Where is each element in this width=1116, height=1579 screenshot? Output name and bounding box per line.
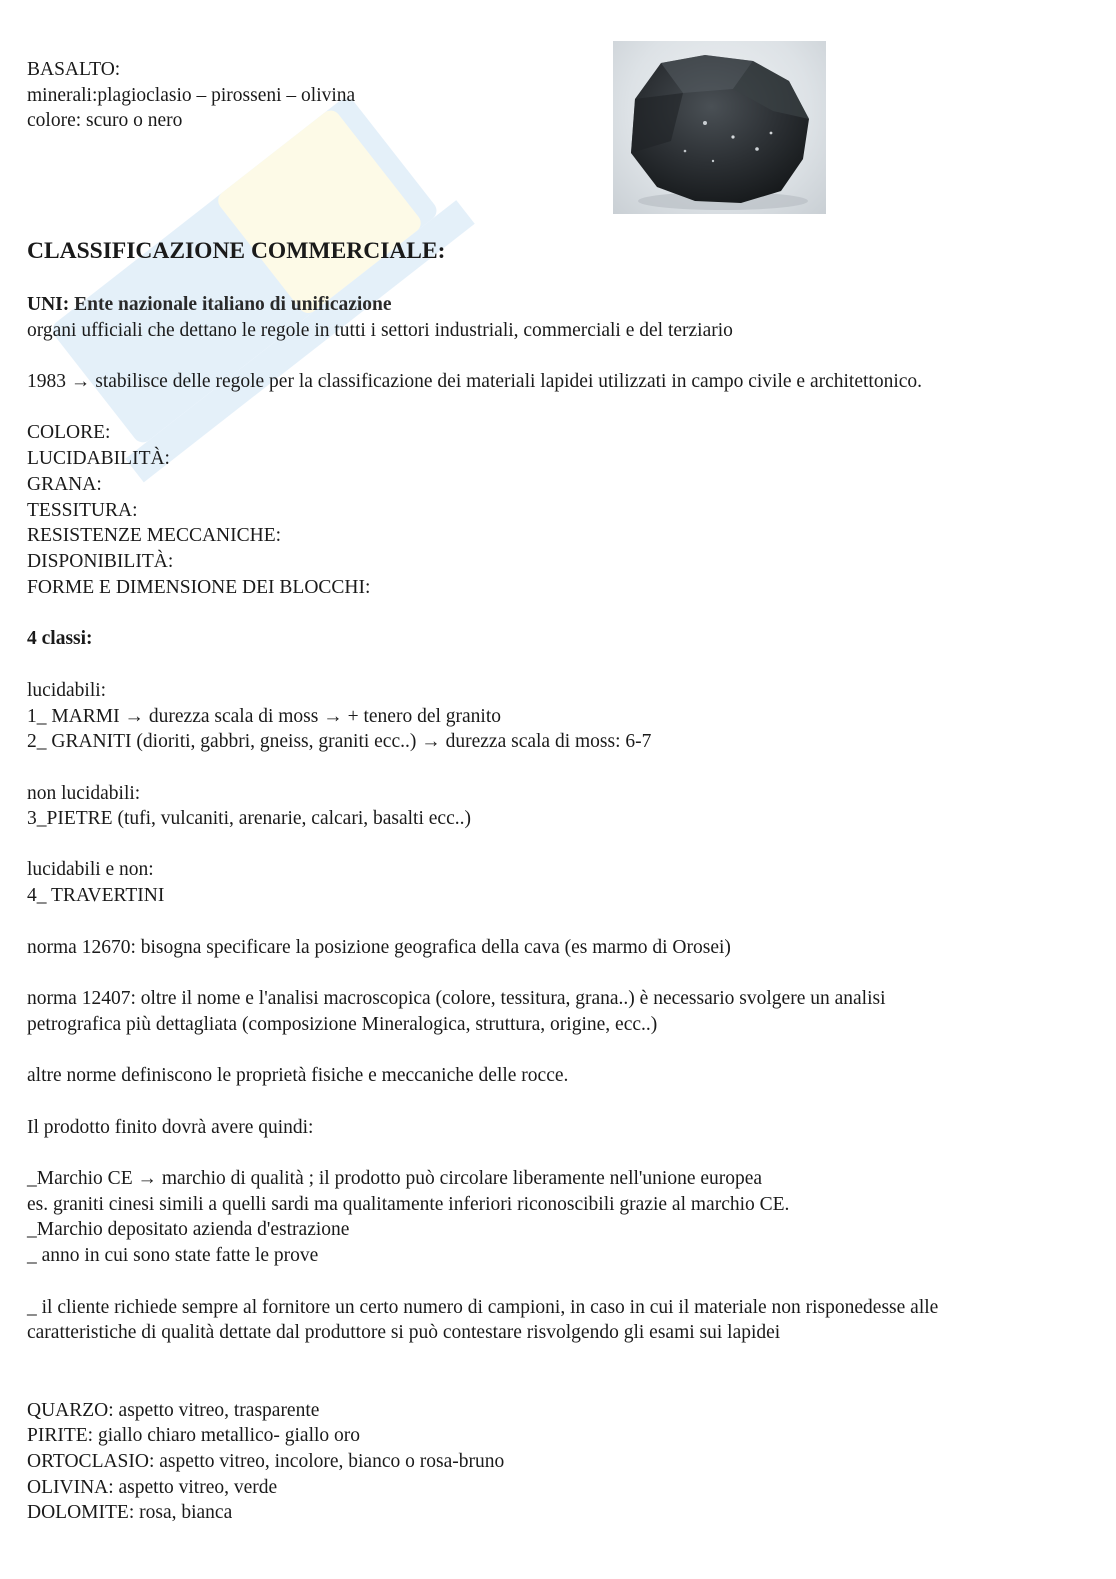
class-2: 2_ GRANITI (dioriti, gabbri, gneiss, graniti ecc..) → durezza scala di moss: 6-7 bbox=[27, 731, 652, 752]
norm-12407-line-2: petrografica più dettagliata (composizione Mineralogica, struttura, origine, ecc..) bbox=[27, 1014, 658, 1035]
product-year: _ anno in cui sono state fatte le prove bbox=[27, 1245, 319, 1266]
mineral-item: QUARZO: aspetto vitreo, trasparente bbox=[27, 1400, 320, 1421]
property-item: COLORE: bbox=[27, 422, 111, 443]
norm-12407-line-1: norma 12407: oltre il nome e l'analisi macroscopica (colore, tessitura, grana..) è necessario svolgere un analisi bbox=[27, 988, 886, 1009]
basalt-rock-image bbox=[613, 41, 826, 214]
uni-name: Ente nazionale italiano di unificazione bbox=[74, 294, 392, 315]
classes-title: 4 classi: bbox=[27, 628, 93, 649]
basalt-title: BASALTO: bbox=[27, 59, 121, 80]
polishable-label: lucidabili: bbox=[27, 680, 107, 701]
uni-description: organi ufficiali che dettano le regole in tutti i settori industriali, commerciali e del terziario bbox=[27, 320, 733, 341]
year-line: 1983 → stabilisce delle regole per la classificazione dei materiali lapidei utilizzati in campo civile e architettonico. bbox=[27, 371, 923, 392]
basalt-color: colore: scuro o nero bbox=[27, 110, 183, 131]
section-heading: CLASSIFICAZIONE COMMERCIALE: bbox=[27, 238, 446, 264]
property-item: LUCIDABILITÀ: bbox=[27, 448, 170, 469]
uni-line bbox=[27, 292, 392, 318]
property-item: FORME E DIMENSIONE DEI BLOCCHI: bbox=[27, 577, 371, 598]
mineral-item: DOLOMITE: rosa, bianca bbox=[27, 1502, 233, 1523]
class-1: 1_ MARMI → durezza scala di moss → + tenero del granito bbox=[27, 706, 502, 727]
property-item: GRANA: bbox=[27, 474, 102, 495]
non-polishable-label: non lucidabili: bbox=[27, 783, 141, 804]
class-3: 3_PIETRE (tufi, vulcaniti, arenarie, calcari, basalti ecc..) bbox=[27, 808, 471, 829]
mineral-item: PIRITE: giallo chiaro metallico- giallo oro bbox=[27, 1425, 361, 1446]
product-client-line-2: caratteristiche di qualità dettate dal produttore si può contestare risvolgendo gli esami sui lapidei bbox=[27, 1322, 781, 1343]
product-ce-example: es. graniti cinesi simili a quelli sardi ma qualitamente inferiori riconoscibili grazie al marchio CE. bbox=[27, 1194, 790, 1215]
class-4: 4_ TRAVERTINI bbox=[27, 885, 165, 906]
product-deposit: _Marchio depositato azienda d'estrazione bbox=[27, 1219, 350, 1240]
product-client-line-1: _ il cliente richiede sempre al fornitore un certo numero di campioni, in caso in cui il materiale non risponedesse alle bbox=[27, 1297, 939, 1318]
basalt-rock-photo bbox=[613, 41, 826, 214]
product-intro: Il prodotto finito dovrà avere quindi: bbox=[27, 1117, 314, 1138]
mineral-item: OLIVINA: aspetto vitreo, verde bbox=[27, 1477, 278, 1498]
product-ce: _Marchio CE → marchio di qualità ; il prodotto può circolare liberamente nell'unione europea bbox=[27, 1168, 763, 1189]
property-item: TESSITURA: bbox=[27, 500, 138, 521]
property-item: DISPONIBILITÀ: bbox=[27, 551, 174, 572]
basalt-minerals: minerali:plagioclasio – pirosseni – olivina bbox=[27, 85, 356, 106]
uni-label: UNI: bbox=[27, 294, 70, 315]
norm-12670: norma 12670: bisogna specificare la posizione geografica della cava (es marmo di Orosei) bbox=[27, 937, 731, 958]
property-item: RESISTENZE MECCANICHE: bbox=[27, 525, 282, 546]
mineral-item: ORTOCLASIO: aspetto vitreo, incolore, bianco o rosa-bruno bbox=[27, 1451, 505, 1472]
other-norms: altre norme definiscono le proprietà fisiche e meccaniche delle rocce. bbox=[27, 1065, 569, 1086]
both-label: lucidabili e non: bbox=[27, 859, 154, 880]
